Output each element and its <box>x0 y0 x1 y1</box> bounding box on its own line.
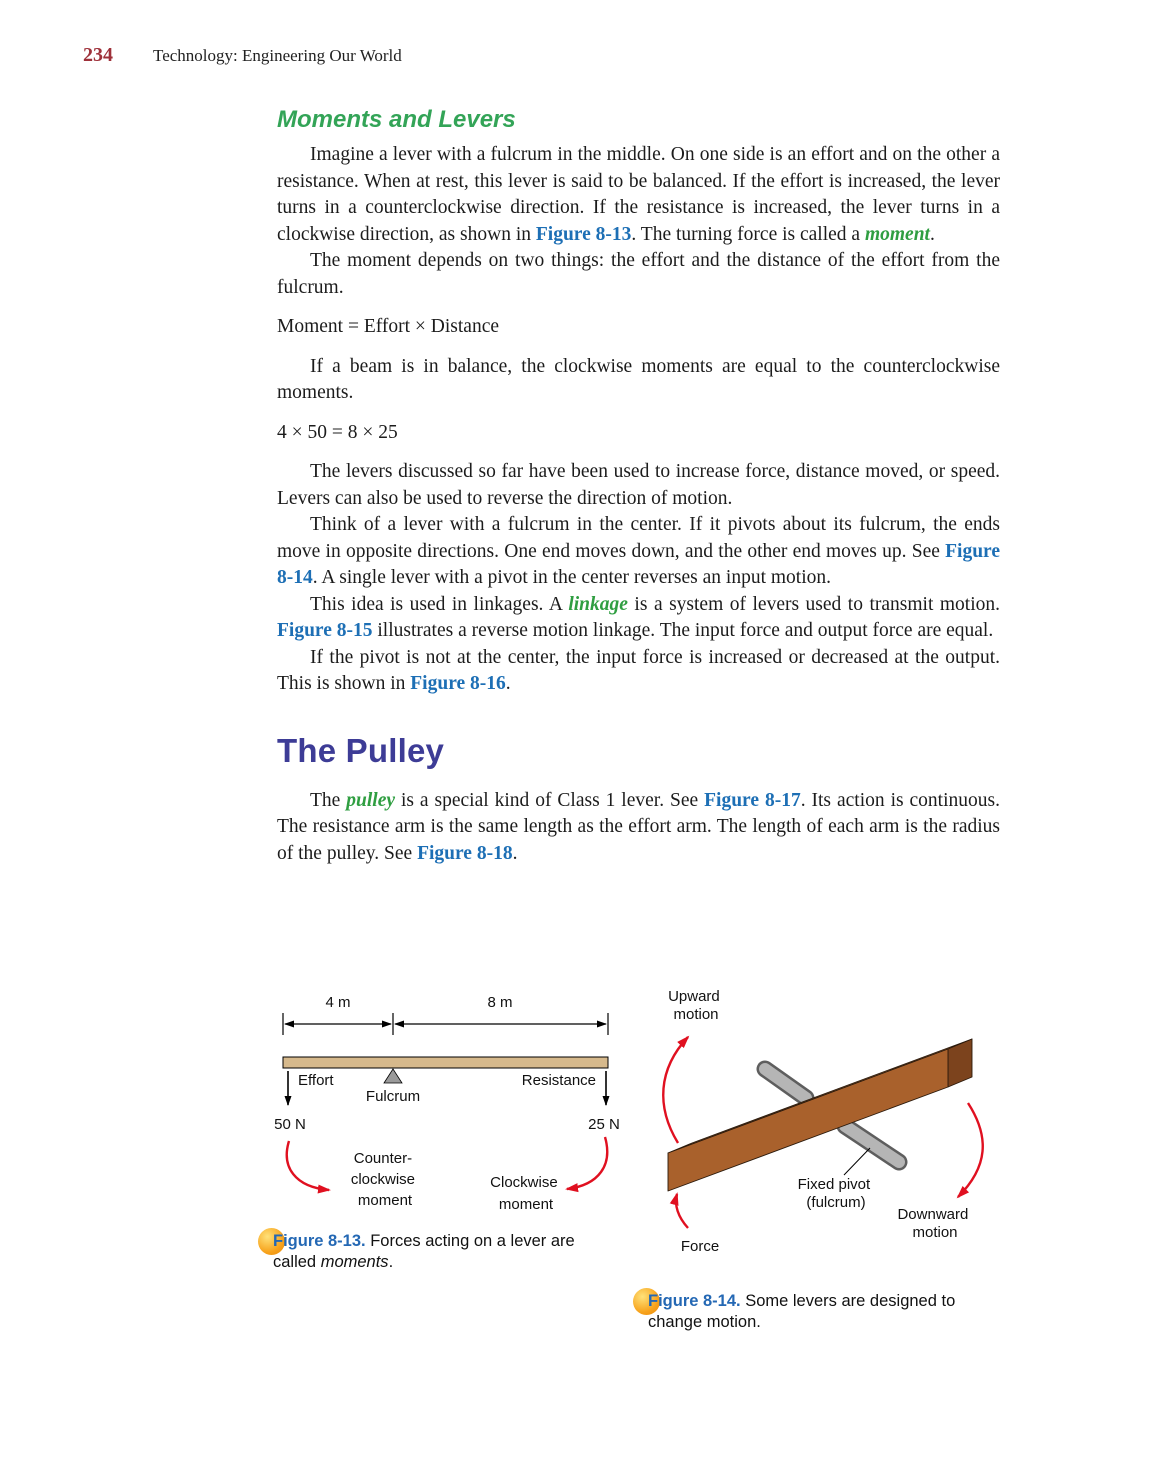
lever-beam <box>283 1057 608 1068</box>
term-linkage: linkage <box>568 593 628 615</box>
paragraph-3: If a beam is in balance, the clockwise moments are equal to the counterclockwise moments. <box>277 355 1000 403</box>
cw-moment-label: Clockwise moment <box>490 1174 558 1213</box>
caption-italic-term: moments <box>320 1253 389 1271</box>
text-run: . Its action is continuous. The resistance arm is the same length as the effort arm. The length of each arm is the radius of the pulley. See <box>277 789 1000 864</box>
text-run: is a special kind of Class 1 lever. See <box>395 789 705 811</box>
figure-8-13-caption <box>273 1231 621 1273</box>
paragraph-1 <box>277 142 1000 248</box>
text-run: illustrates a reverse motion linkage. The input force and output force are equal. <box>372 620 994 641</box>
fixed-pivot-label: Fixed pivot (fulcrum) <box>797 1176 871 1211</box>
page-header <box>83 44 402 67</box>
clockwise-arrow <box>567 1137 607 1189</box>
caption-label: Figure 8-14. <box>648 1292 741 1310</box>
figure-8-18-ref: Figure 8-18 <box>417 842 513 864</box>
lever-moment-diagram <box>273 985 638 1225</box>
text-run: Imagine a lever with a fulcrum in the middle. On one side is an effort and on the other a resistance. When at rest, this lever is said to be balanced. If the effort is increased, the lever turns in a counterclockwise direction. If the resistance is increased, the lever turns in a clockwise direction, as shown in <box>277 144 1000 245</box>
paragraph-6 <box>277 592 1000 645</box>
caption-period: . <box>388 1253 394 1271</box>
text-run: Think of a lever with a fulcrum in the center. If it pivots about its fulcrum, the ends move in opposite directions. One end moves down, and the other end moves up. See <box>277 514 1000 562</box>
effort-label: Effort <box>298 1072 334 1089</box>
text-run: . A single lever with a pivot in the center reverses an input motion. <box>312 567 832 588</box>
figure-8-14-caption <box>648 1291 996 1333</box>
paragraph-4: The levers discussed so far have been used to increase force, distance moved, or speed. Levers can also be used to reverse the direction of motion. <box>277 461 1000 509</box>
resistance-label: Resistance <box>521 1072 596 1089</box>
running-title: Technology: Engineering Our World <box>153 46 402 65</box>
text-run: If the pivot is not at the center, the input force is increased or decreased at the output. This is shown in <box>277 646 1000 694</box>
ccw-moment-label: Counter- clockwise moment <box>350 1150 416 1209</box>
dim-4m-label: 4 m <box>325 994 351 1011</box>
resistance-force-value: 25 N <box>588 1116 620 1133</box>
text-run: . <box>929 223 935 245</box>
upward-motion-label: Upward motion <box>668 988 720 1023</box>
lever-motion-diagram <box>648 985 1013 1285</box>
paragraph-2: The moment depends on two things: the effort and the distance of the effort from the fulcrum. <box>277 250 1000 298</box>
figure-8-17-ref: Figure 8-17 <box>704 789 801 811</box>
figure-8-14-ref: Figure 8-14 <box>277 540 1000 588</box>
force-arrow <box>676 1194 688 1228</box>
counterclockwise-arrow <box>287 1141 329 1190</box>
caption-body: Forces acting on a lever are called <box>273 1232 575 1271</box>
figure-8-14 <box>648 985 1013 1333</box>
pivot-pointer-line <box>844 1148 870 1175</box>
text-column <box>277 106 1000 867</box>
text-run: This idea is used in linkages. A <box>310 593 569 615</box>
figure-8-16-ref: Figure 8-16 <box>410 673 506 694</box>
figures-row <box>273 985 1013 1333</box>
paragraph-7 <box>277 645 1000 698</box>
equation-balance: 4 × 50 = 8 × 25 <box>277 421 398 443</box>
figure-8-13-ref: Figure 8-13 <box>535 223 632 245</box>
figure-8-13 <box>273 985 638 1333</box>
term-moment: moment <box>864 223 930 245</box>
term-pulley: pulley <box>346 789 396 811</box>
text-run: The <box>310 789 347 811</box>
downward-motion-arrow <box>958 1103 983 1197</box>
fulcrum-triangle <box>384 1069 402 1083</box>
paragraph-8 <box>277 788 1000 868</box>
figure-8-15-ref: Figure 8-15 <box>277 620 373 641</box>
force-label: Force <box>680 1238 720 1255</box>
text-run: . The turning force is called a <box>631 223 865 245</box>
fulcrum-label: Fulcrum <box>365 1088 421 1105</box>
caption-body: Some levers are designed to change motion. <box>648 1292 956 1331</box>
dim-8m-label: 8 m <box>487 994 513 1011</box>
pulley-heading: The Pulley <box>277 731 445 769</box>
equation-moment: Moment = Effort × Distance <box>277 316 500 337</box>
text-run: is a system of levers used to transmit motion. <box>627 593 1000 615</box>
caption-label: Figure 8-13. <box>273 1232 366 1250</box>
upward-motion-arrow <box>663 1037 688 1143</box>
downward-motion-label: Downward motion <box>897 1206 969 1241</box>
dimension-lines <box>283 1013 608 1035</box>
wood-beam <box>668 1039 972 1191</box>
text-run: . <box>512 842 518 864</box>
page-number: 234 <box>83 44 113 66</box>
text-run: . <box>505 673 511 694</box>
section-heading: Moments and Levers <box>277 106 516 133</box>
paragraph-5 <box>277 512 1000 592</box>
effort-force-value: 50 N <box>274 1116 306 1133</box>
